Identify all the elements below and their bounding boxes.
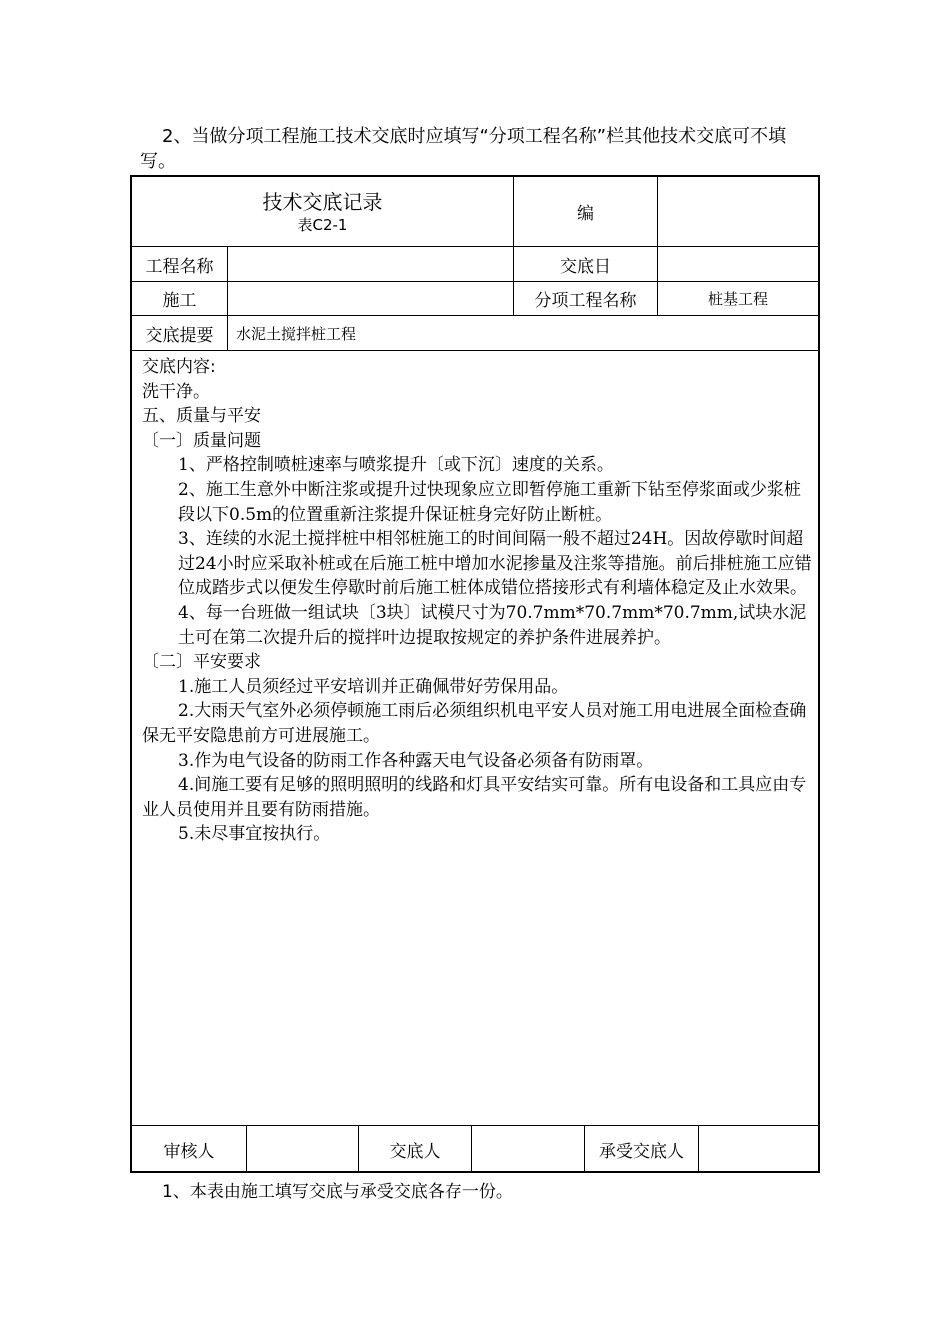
section-heading: 五、质量与平安 bbox=[142, 406, 261, 427]
top-note: 2、当做分项工程施工技术交底时应填写“分项工程名称”栏其他技术交底可不填写。 bbox=[140, 126, 787, 172]
content-item: 2.大雨天气室外必须停顿施工雨后必须组织机电平安人员对施工用电进展全面检查确保无平安隐患前方可进展施工。 bbox=[142, 701, 807, 746]
project-name-value[interactable] bbox=[228, 247, 513, 281]
form-title: 技术交底记录 bbox=[262, 189, 383, 214]
content-item: 4、每一台班做一组试块〔3块〕试模尺寸为70.7mm*70.7mm*70.7mm,试块水泥土可在第二次提升后的搅拌叶边提取按规定的养护条件进展养护。 bbox=[178, 602, 807, 648]
construction-label: 施工 bbox=[162, 291, 197, 311]
date-label: 交底日 bbox=[560, 256, 611, 277]
content-item: 1、严格控制喷桩速率与喷浆提升〔或下沉〕速度的关系。 bbox=[178, 455, 614, 476]
summary-label: 交底提要 bbox=[145, 325, 214, 346]
content-item: 1.施工人员须经过平安培训并正确佩带好劳保用品。 bbox=[178, 676, 569, 697]
presenter-label: 交底人 bbox=[389, 1142, 441, 1162]
disclosure-content bbox=[142, 355, 814, 847]
project-name-label: 工程名称 bbox=[145, 256, 214, 277]
subproject-value[interactable]: 桩基工程 bbox=[707, 290, 768, 308]
content-heading: 交底内容: bbox=[142, 357, 216, 377]
content-item: 3、连续的水泥土搅拌桩中相邻桩施工的时间间隔一般不超过24H。因故停歇时间超过24小时应采取补桩或在后施工桩中增加水泥掺量及注浆等措施。前后排桩施工应错位成踏步式以便发生停歇时前后施工桩体成错位搭接形式有利墙体稳定及止水效果。 bbox=[178, 529, 812, 599]
content-item: 5.未尽事宜按执行。 bbox=[178, 824, 331, 845]
presenter-signature[interactable] bbox=[472, 1126, 584, 1173]
code-label: 编 bbox=[577, 204, 594, 224]
content-item: 2、施工生意外中断注浆或提升过快现象应立即暂停施工重新下钻至停浆面或少浆桩段以下0.5m的位置重新注浆提升保证桩身完好防止断桩。 bbox=[178, 479, 801, 525]
receiver-label: 承受交底人 bbox=[599, 1142, 684, 1162]
summary-value[interactable]: 水泥土搅拌桩工程 bbox=[236, 324, 357, 343]
form-title-cell bbox=[132, 177, 513, 246]
date-value[interactable] bbox=[658, 247, 818, 281]
subsection-heading: 〔二〕平安要求 bbox=[142, 652, 261, 673]
row-divider bbox=[132, 350, 818, 351]
code-value[interactable] bbox=[658, 177, 818, 246]
reviewer-signature[interactable] bbox=[247, 1126, 358, 1173]
content-item: 4.间施工要有足够的照明照明的线路和灯具平安结实可靠。所有电设备和工具应由专业人员使用并且要有防雨措施。 bbox=[142, 775, 807, 820]
bottom-note: 1、本表由施工填写交底与承受交底各存一份。 bbox=[162, 1182, 513, 1202]
form-number: 表C2-1 bbox=[297, 215, 348, 234]
receiver-signature[interactable] bbox=[699, 1126, 818, 1173]
content-line: 洗干净。 bbox=[142, 381, 210, 402]
technical-disclosure-form bbox=[130, 175, 820, 1173]
construction-value[interactable] bbox=[228, 282, 513, 315]
content-item: 3.作为电气设备的防雨工作各种露天电气设备必须备有防雨罩。 bbox=[178, 750, 654, 771]
reviewer-label: 审核人 bbox=[163, 1142, 215, 1162]
subsection-heading: 〔一〕质量问题 bbox=[142, 430, 261, 451]
subproject-label: 分项工程名称 bbox=[534, 291, 637, 311]
